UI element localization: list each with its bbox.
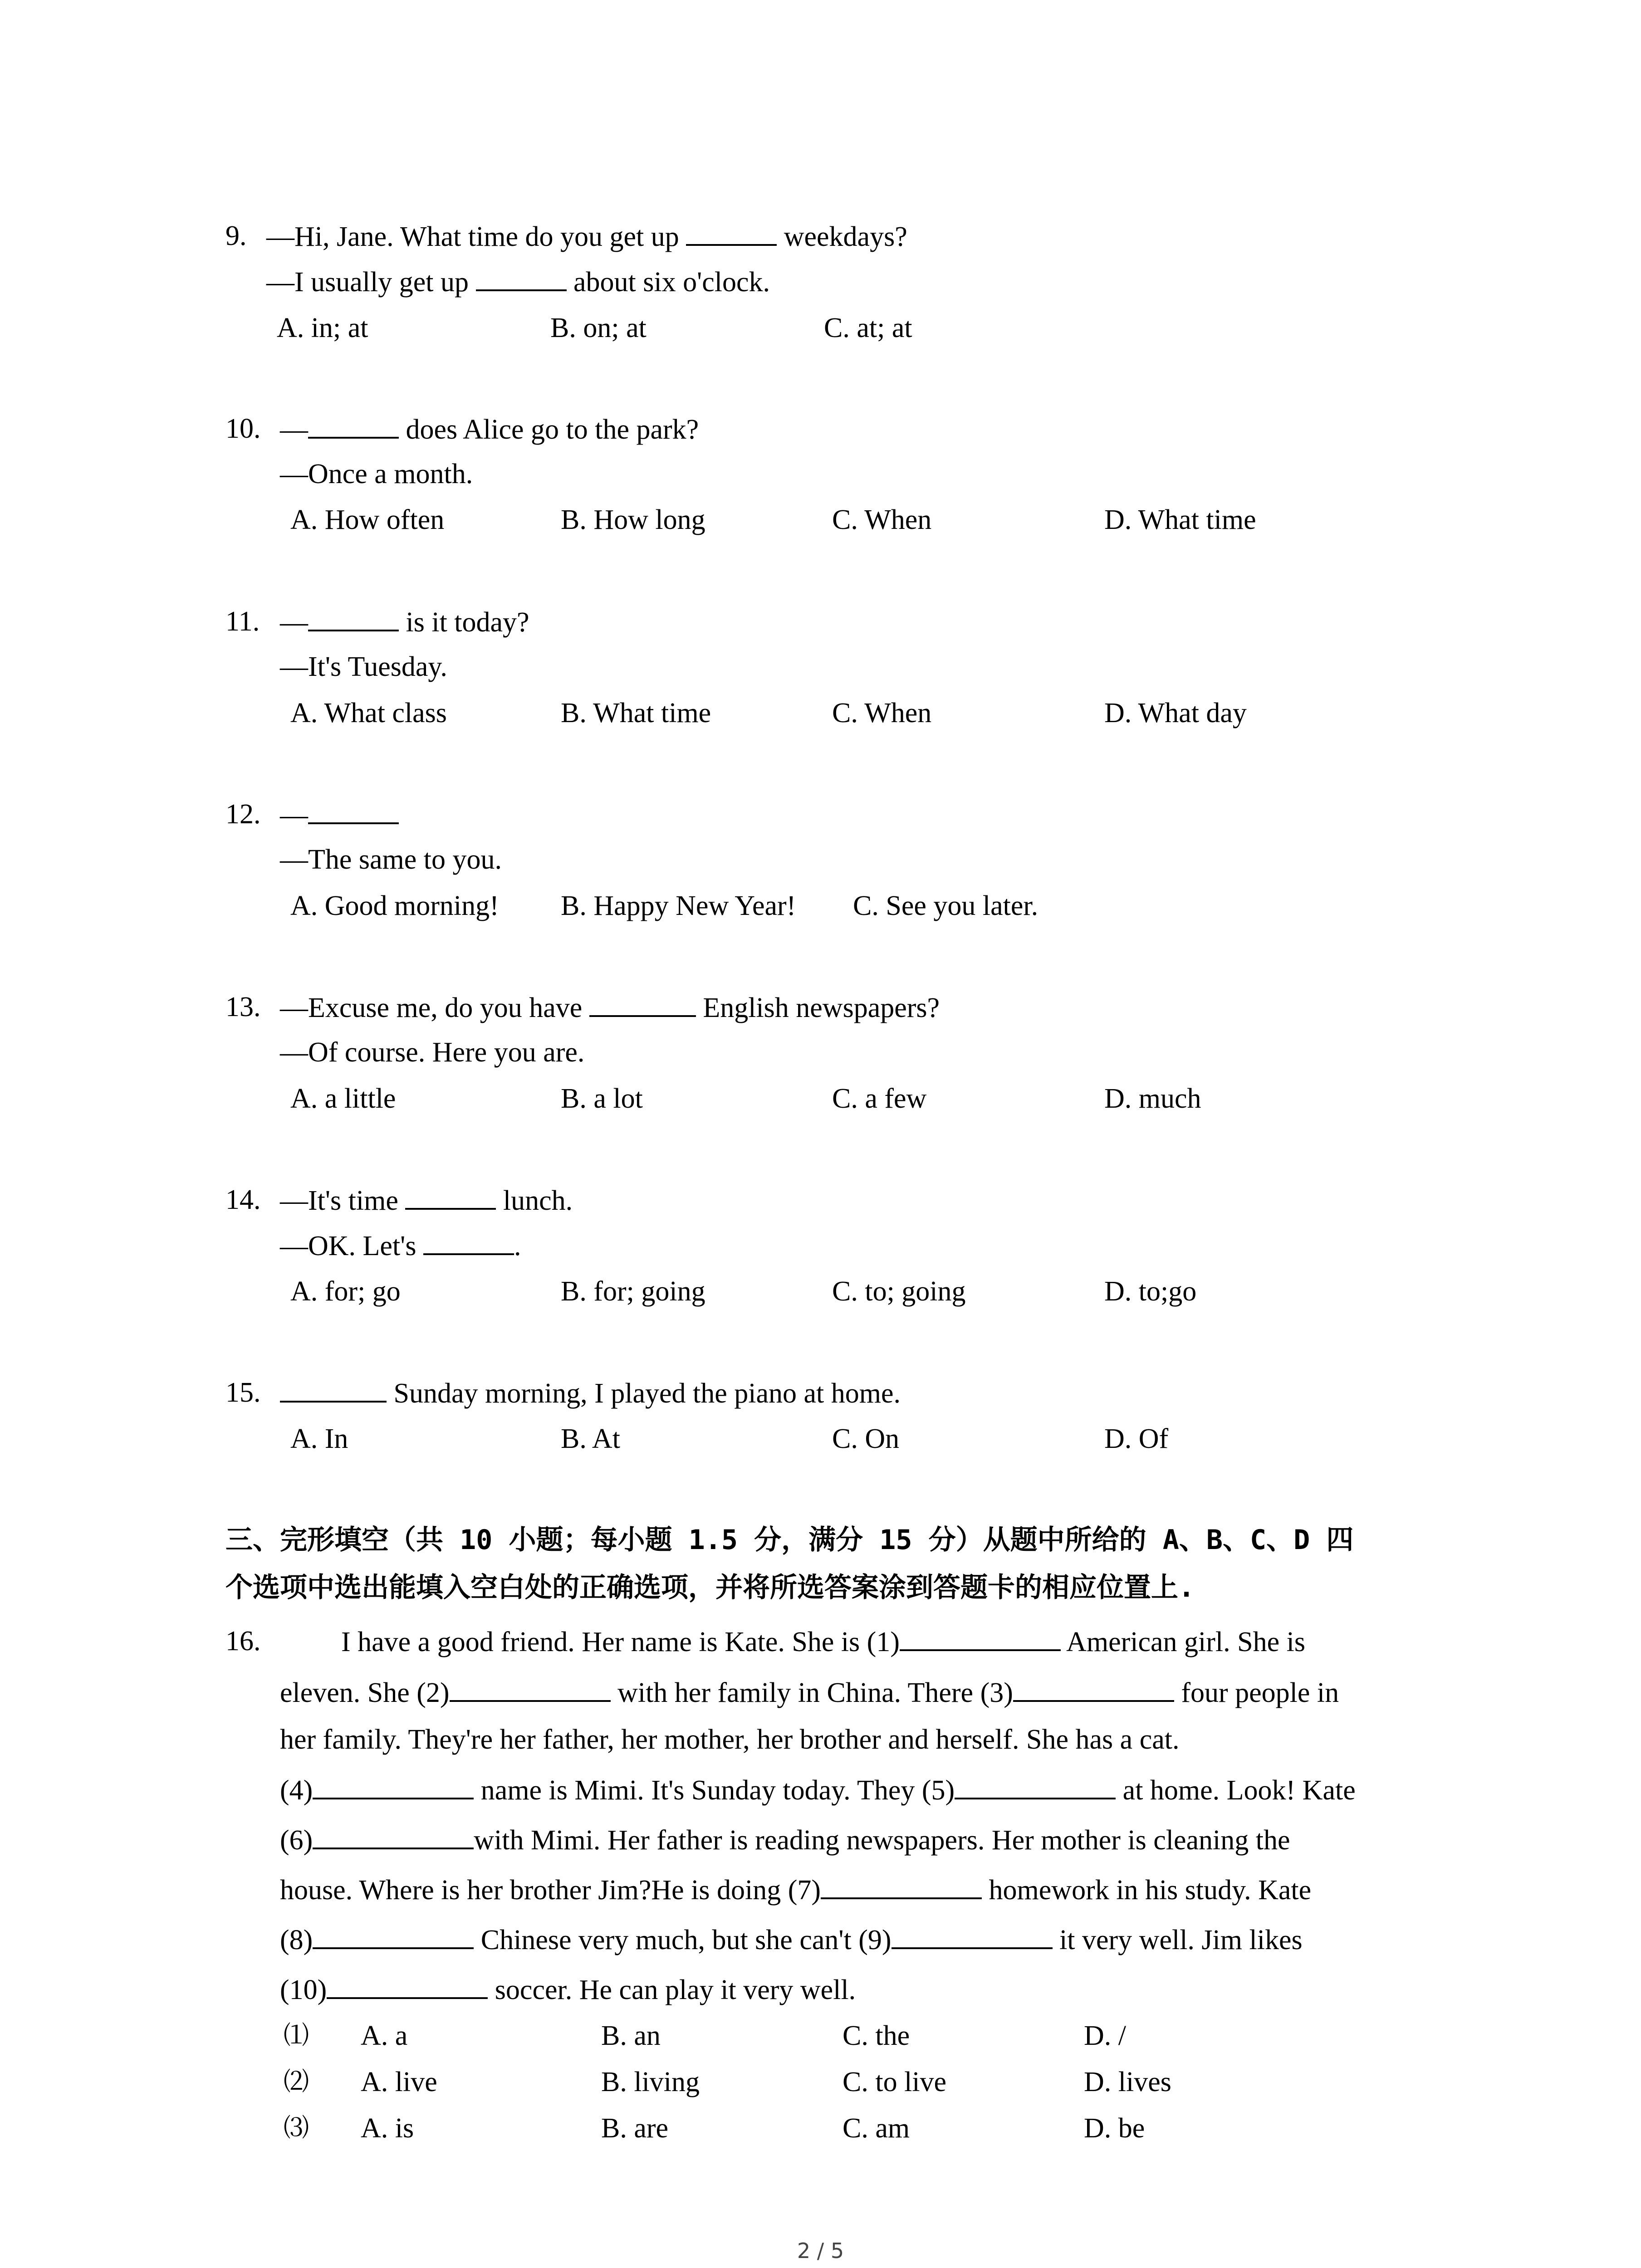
option: D. /	[1084, 2020, 1126, 2051]
sub-question-label: ⑵	[284, 2067, 309, 2097]
answer-blank	[450, 1674, 611, 1702]
option: B. for; going	[561, 1276, 705, 1307]
option: D. What day	[1104, 698, 1247, 728]
question-number: 16.	[225, 1626, 261, 1657]
question-line: —	[280, 796, 399, 833]
passage-line: house. Where is her brother Jim?He is doing (7) homework in his study. Kate	[280, 1871, 1311, 1908]
sub-question-label: ⑴	[284, 2021, 309, 2050]
option: C. See you later.	[853, 890, 1038, 921]
option: B. an	[601, 2020, 661, 2051]
answer-blank	[280, 1374, 387, 1403]
option: A. in; at	[277, 313, 368, 343]
option: C. a few	[832, 1083, 927, 1114]
answer-blank	[476, 263, 567, 291]
option: C. to; going	[832, 1276, 966, 1307]
question-line: — is it today?	[280, 603, 529, 640]
option: D. What time	[1104, 504, 1256, 535]
option: C. When	[832, 698, 932, 728]
option: A. In	[290, 1423, 348, 1454]
question-line: —Hi, Jane. What time do you get up weekdays?	[266, 218, 907, 255]
question-line: —The same to you.	[280, 844, 502, 875]
option: C. When	[832, 504, 932, 535]
question-line: —Of course. Here you are.	[280, 1037, 585, 1068]
option: C. to live	[843, 2067, 947, 2097]
option: B. At	[561, 1423, 620, 1454]
passage-line: (4) name is Mimi. It's Sunday today. They (5) at home. Look! Kate	[280, 1771, 1356, 1809]
option: A. What class	[290, 698, 447, 728]
question-line: —I usually get up about six o'clock.	[266, 263, 770, 300]
answer-blank	[313, 1921, 474, 1949]
option: A. for; go	[290, 1276, 401, 1307]
answer-blank	[313, 1771, 474, 1799]
question-line: — does Alice go to the park?	[280, 411, 699, 448]
answer-blank	[308, 411, 399, 439]
answer-blank	[589, 989, 696, 1017]
passage-line: I have a good friend. Her name is Kate. She is (1) American girl. She is	[341, 1623, 1305, 1660]
answer-blank	[308, 796, 399, 824]
sub-question-label: ⑶	[284, 2113, 309, 2143]
answer-blank	[892, 1921, 1053, 1949]
answer-blank	[900, 1623, 1061, 1651]
answer-blank	[686, 218, 777, 246]
section-heading: 个选项中选出能填入空白处的正确选项，并将所选答案涂到答题卡的相应位置上.	[225, 1572, 1195, 1603]
question-number: 15.	[225, 1377, 261, 1408]
answer-blank	[308, 603, 399, 631]
option: B. are	[601, 2113, 669, 2144]
answer-blank	[327, 1971, 488, 1999]
answer-blank	[423, 1227, 514, 1255]
option: B. Happy New Year!	[561, 890, 796, 921]
answer-blank	[821, 1871, 982, 1899]
question-number: 10.	[225, 413, 261, 444]
option: A. a	[361, 2020, 408, 2051]
answer-blank	[955, 1771, 1116, 1799]
question-number: 11.	[225, 606, 260, 637]
passage-line: her family. They're her father, her mother, her brother and herself. She has a cat.	[280, 1724, 1180, 1755]
passage-line: eleven. She (2) with her family in China. There (3) four people in	[280, 1674, 1339, 1711]
option: C. am	[843, 2113, 910, 2144]
option: C. at; at	[824, 313, 912, 343]
option: B. a lot	[561, 1083, 643, 1114]
option: D. be	[1084, 2113, 1145, 2144]
option: A. How often	[290, 504, 445, 535]
option: C. On	[832, 1423, 900, 1454]
option: C. the	[843, 2020, 910, 2051]
option: D. lives	[1084, 2067, 1171, 2097]
option: B. What time	[561, 698, 711, 728]
option: A. Good morning!	[290, 890, 499, 921]
option: D. much	[1104, 1083, 1201, 1114]
answer-blank	[313, 1821, 474, 1849]
question-number: 12.	[225, 799, 261, 830]
option: B. living	[601, 2067, 700, 2097]
option: D. to;go	[1104, 1276, 1197, 1307]
option: A. is	[361, 2113, 414, 2144]
question-number: 13.	[225, 992, 261, 1022]
section-heading: 三、完形填空（共 10 小题；每小题 1.5 分，满分 15 分）从题中所给的 A、B、C、D 四	[225, 1524, 1354, 1556]
passage-line: (6) with Mimi. Her father is reading newspapers. Her mother is cleaning the	[280, 1821, 1290, 1858]
answer-blank	[1013, 1674, 1174, 1702]
option: A. a little	[290, 1083, 396, 1114]
question-number: 14.	[225, 1184, 261, 1215]
question-line: —It's time lunch.	[280, 1182, 573, 1219]
question-line: Sunday morning, I played the piano at home.	[280, 1374, 901, 1412]
option: B. on; at	[550, 313, 647, 343]
passage-line: (10) soccer. He can play it very well.	[280, 1971, 856, 2008]
option: D. Of	[1104, 1423, 1169, 1454]
question-line: —OK. Let's .	[280, 1227, 521, 1264]
passage-line: (8) Chinese very much, but she can't (9) it very well. Jim likes	[280, 1921, 1303, 1958]
option: A. live	[361, 2067, 437, 2097]
page-number: 2 / 5	[797, 2239, 844, 2263]
question-line: —Once a month.	[280, 459, 473, 489]
question-line: —It's Tuesday.	[280, 651, 447, 682]
option: B. How long	[561, 504, 705, 535]
question-line: —Excuse me, do you have English newspapers?	[280, 989, 940, 1026]
answer-blank	[405, 1182, 496, 1210]
question-number: 9.	[225, 220, 247, 251]
